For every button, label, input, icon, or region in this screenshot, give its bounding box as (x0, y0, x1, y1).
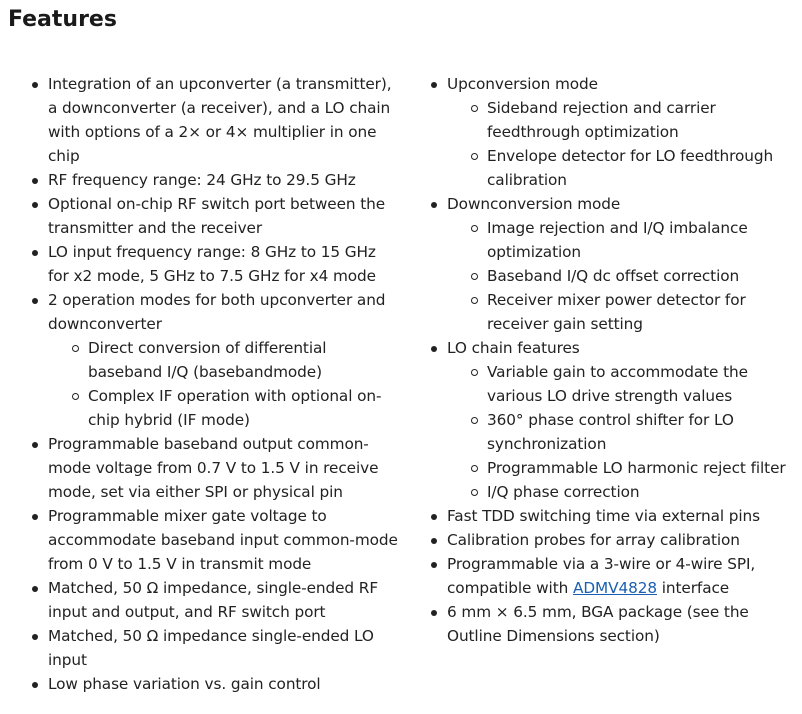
sub-list-item: 360° phase control shifter for LO synchronization (487, 408, 795, 456)
sub-list-item: Sideband rejection and carrier feedthrough optimization (487, 96, 795, 144)
features-list-right (447, 72, 795, 648)
sub-list-item: Envelope detector for LO feedthrough calibration (487, 144, 795, 192)
list-item: Fast TDD switching time via external pins (447, 504, 795, 528)
list-item: Integration of an upconverter (a transmitter), a downconverter (a receiver), and a LO chain with options of a 2× or 4× multiplier in one chip (48, 72, 398, 168)
sub-list (48, 336, 398, 432)
sub-list-item: Direct conversion of differential baseband I/Q (basebandmode) (88, 336, 398, 384)
list-item: Matched, 50 Ω impedance, single-ended RF input and output, and RF switch port (48, 576, 398, 624)
list-item-text: Programmable via a 3-wire or 4-wire SPI, compatible with (447, 555, 756, 597)
sub-list (447, 96, 795, 192)
list-item-text: Downconversion mode (447, 195, 621, 213)
sub-list-item: Receiver mixer power detector for receiver gain setting (487, 288, 795, 336)
list-item-text: LO chain features (447, 339, 580, 357)
list-item-text: Upconversion mode (447, 75, 598, 93)
list-item-text: interface (657, 579, 730, 597)
list-item: 6 mm × 6.5 mm, BGA package (see the Outline Dimensions section) (447, 600, 795, 648)
sub-list-item: Complex IF operation with optional on-chip hybrid (IF mode) (88, 384, 398, 432)
list-item: Programmable mixer gate voltage to accommodate baseband input common-mode from 0 V to 1.5 V in transmit mode (48, 504, 398, 576)
list-item (447, 192, 795, 336)
sub-list-item: Programmable LO harmonic reject filter (487, 456, 795, 480)
sub-list (447, 216, 795, 336)
list-item: LO input frequency range: 8 GHz to 15 GHz for x2 mode, 5 GHz to 7.5 GHz for x4 mode (48, 240, 398, 288)
sub-list-item: Image rejection and I/Q imbalance optimization (487, 216, 795, 264)
list-item: Matched, 50 Ω impedance single-ended LO input (48, 624, 398, 672)
features-left-column (48, 72, 398, 696)
sub-list-item: I/Q phase correction (487, 480, 795, 504)
page-title: Features (8, 7, 117, 32)
list-item (447, 336, 795, 504)
list-item: Calibration probes for array calibration (447, 528, 795, 552)
list-item (447, 552, 795, 600)
list-item: Low phase variation vs. gain control (48, 672, 398, 696)
list-item: RF frequency range: 24 GHz to 29.5 GHz (48, 168, 398, 192)
list-item: Optional on-chip RF switch port between the transmitter and the receiver (48, 192, 398, 240)
sub-list (447, 360, 795, 504)
list-item (447, 72, 795, 192)
list-item: Programmable baseband output common-mode voltage from 0.7 V to 1.5 V in receive mode, set via either SPI or physical pin (48, 432, 398, 504)
features-list-left (48, 72, 398, 696)
sub-list-item: Baseband I/Q dc offset correction (487, 264, 795, 288)
features-right-column (447, 72, 795, 648)
sub-list-item: Variable gain to accommodate the various LO drive strength values (487, 360, 795, 408)
admv4828-link[interactable]: ADMV4828 (572, 579, 657, 597)
list-item-text: 2 operation modes for both upconverter and downconverter (48, 291, 386, 333)
list-item (48, 288, 398, 432)
